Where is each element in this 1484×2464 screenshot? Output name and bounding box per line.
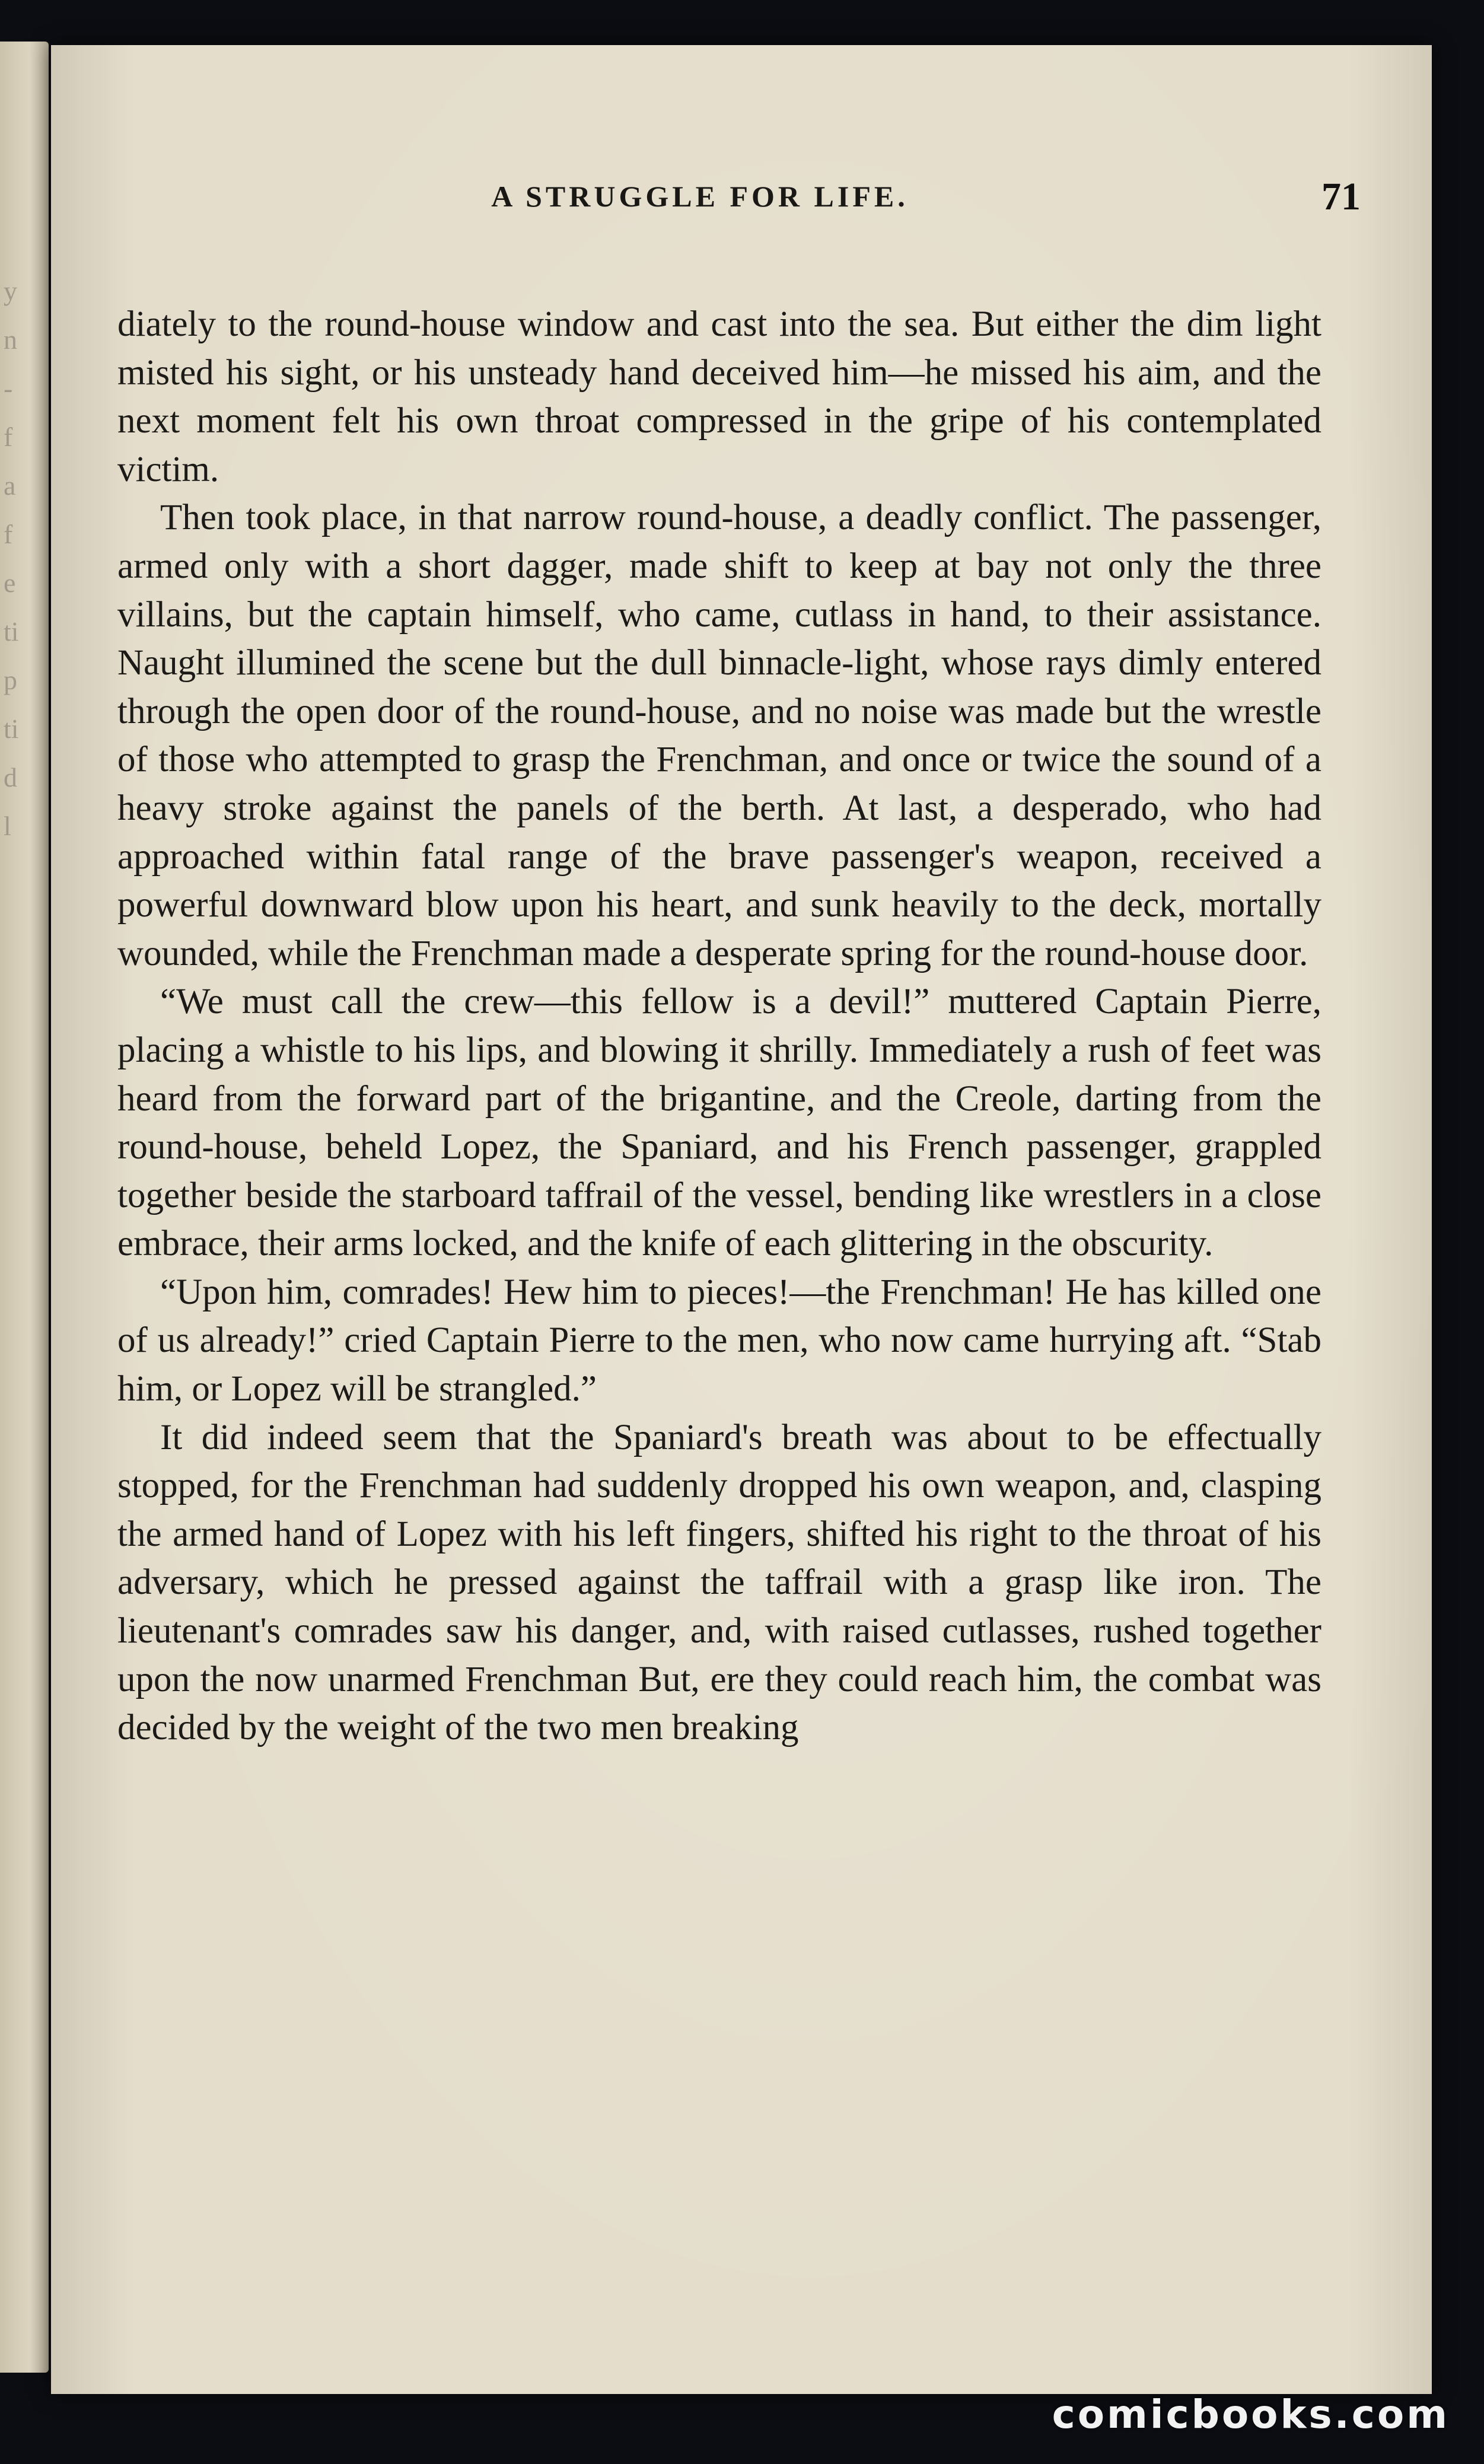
paragraph-1: diately to the round-house window and cast into the sea. But either the dim light misted his sight, or his unsteady hand deceived him—he missed his aim, and the next moment felt his own throat compressed in the gripe of his contemplated victim. — [117, 304, 1321, 489]
page-header — [110, 175, 1361, 233]
paragraph-3: “We must call the crew—this fellow is a devil!” muttered Captain Pierre, placing a whistle to his lips, and blowing it shrilly. Immediately a rush of feet was heard from the forward part of the brigantine, and the Creole, darting from the round-house, beheld Lopez, the Spaniard, and his French passenger, grappled together beside the starboard taffrail of the vessel, bending like wrestlers in a close embrace, their arms locked, and the knife of each glittering in the obscurity. — [117, 982, 1321, 1264]
adjacent-page-text-fragments: y n - f a f e ti p ti d l — [4, 276, 19, 841]
paragraph-4: “Upon him, comrades! Hew him to pieces!—the Frenchman! He has killed one of us already!” cried Captain Pierre to the men, who now came hurrying aft. “Stab him, or Lopez will be strangled.” — [117, 1272, 1321, 1409]
adjacent-page-edge — [0, 42, 49, 2373]
book-page — [51, 45, 1432, 2394]
body-text — [117, 300, 1321, 1752]
paragraph-5: It did indeed seem that the Spaniard's breath was about to be effectually stopped, for the Frenchman had suddenly dropped his own weapon, and, clasping the armed hand of Lopez with his left fingers, shifted his right to the throat of his adversary, which he pressed against the taffrail with a grasp like iron. The lieutenant's comrades saw his danger, and, with raised cutlasses, rushed together upon the now unarmed Frenchman But, ere they could reach him, the combat was decided by the weight of the two men breaking — [117, 1417, 1321, 1748]
paragraph-2: Then took place, in that narrow round-house, a deadly conflict. The passenger, armed only with a short dagger, made shift to keep at bay not only the three villains, but the captain himself, who came, cutlass in hand, to their assistance. Naught illumined the scene but the dull binnacle-light, whose rays dimly entered through the open door of the round-house, and no noise was made but the wrestle of those who attempted to grasp the Frenchman, and once or twice the sound of a heavy stroke against the panels of the berth. At last, a desperado, who had approached within fatal range of the brave passenger's weapon, received a powerful downward blow upon his heart, and sunk heavily to the deck, mortally wounded, while the Frenchman made a desperate spring for the round-house door. — [117, 498, 1321, 973]
page-number: 71 — [1321, 175, 1361, 218]
running-head: A STRUGGLE FOR LIFE. — [491, 180, 909, 213]
watermark: comicbooks.com — [1052, 2392, 1450, 2437]
